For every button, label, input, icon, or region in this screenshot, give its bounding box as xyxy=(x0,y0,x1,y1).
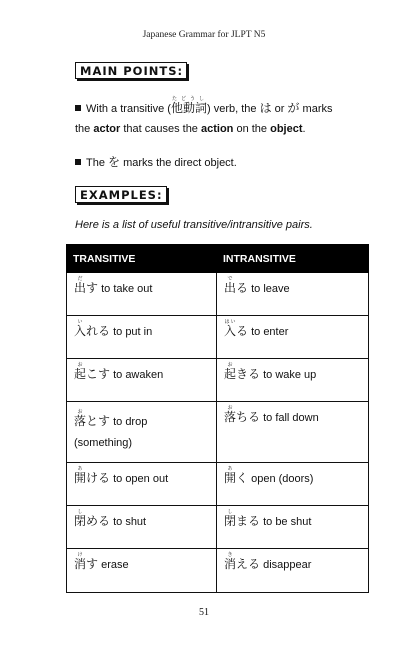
meaning: to be shut xyxy=(260,516,312,528)
text-span: ) verb, the xyxy=(206,103,260,115)
meaning: to leave xyxy=(248,283,290,295)
text-span: the xyxy=(75,123,94,135)
intransitive-cell xyxy=(217,506,369,549)
particle-ha: は xyxy=(259,101,272,115)
okurigana: す xyxy=(86,557,99,571)
okurigana: める xyxy=(86,514,111,528)
table-row xyxy=(67,506,369,549)
verb-pairs-table xyxy=(66,244,369,593)
kanji: 落 xyxy=(224,410,237,424)
transitive-cell xyxy=(67,402,217,463)
bullet-square-icon xyxy=(75,105,81,111)
transitive-cell xyxy=(67,549,217,593)
furigana: い xyxy=(74,319,87,325)
furigana: で xyxy=(224,276,237,282)
furigana: お xyxy=(74,409,87,415)
meaning: to put in xyxy=(110,326,153,338)
term-object: object xyxy=(270,123,303,135)
furigana: し xyxy=(74,509,87,515)
kanji: 消 xyxy=(74,557,87,571)
table-row xyxy=(67,316,369,359)
kanji: 消 xyxy=(224,557,237,571)
kanji: 入 xyxy=(224,324,237,338)
term-action: action xyxy=(200,123,234,135)
kanji: 入 xyxy=(74,324,87,338)
table-header-row xyxy=(67,245,369,273)
table-row xyxy=(67,402,369,463)
okurigana: きる xyxy=(236,367,261,381)
furigana: き xyxy=(224,552,237,558)
transitive-cell xyxy=(67,359,217,402)
okurigana: く xyxy=(236,471,249,485)
furigana: し xyxy=(224,509,237,515)
meaning-continued: (something) xyxy=(74,437,133,449)
furigana: け xyxy=(74,552,87,558)
okurigana: す xyxy=(86,281,99,295)
furigana: お xyxy=(224,405,237,411)
furigana: お xyxy=(224,362,237,368)
main-point-1 xyxy=(75,96,375,136)
meaning: to enter xyxy=(248,326,289,338)
term-actor: actor xyxy=(93,123,121,135)
text-span: With a transitive ( xyxy=(86,103,171,115)
meaning: to fall down xyxy=(260,412,319,424)
meaning: open (doors) xyxy=(248,473,314,485)
kanji-text: 他動詞 xyxy=(170,101,207,115)
meaning: erase xyxy=(98,559,129,571)
meaning: to shut xyxy=(110,516,147,528)
particle-wo: を xyxy=(108,155,121,169)
meaning: disappear xyxy=(260,559,312,571)
furigana: あ xyxy=(74,466,87,472)
running-header: Japanese Grammar for JLPT N5 xyxy=(142,30,266,40)
okurigana: こす xyxy=(86,367,111,381)
okurigana: まる xyxy=(236,514,261,528)
table-row xyxy=(67,273,369,316)
intransitive-cell xyxy=(217,463,369,506)
furigana: お xyxy=(74,362,87,368)
okurigana: とす xyxy=(86,414,111,428)
intransitive-cell xyxy=(217,549,369,593)
okurigana: る xyxy=(236,324,249,338)
transitive-cell xyxy=(67,463,217,506)
table-row xyxy=(67,549,369,593)
text-span: that causes the xyxy=(120,123,201,135)
kanji: 起 xyxy=(224,367,237,381)
intransitive-cell xyxy=(217,359,369,402)
okurigana: れる xyxy=(86,324,111,338)
meaning: to wake up xyxy=(260,369,317,381)
table-row xyxy=(67,359,369,402)
furigana: あ xyxy=(224,466,237,472)
text-span: or xyxy=(271,103,288,115)
okurigana: ちる xyxy=(236,410,261,424)
kanji: 出 xyxy=(224,281,237,295)
kanji: 落 xyxy=(74,414,87,428)
examples-intro: Here is a list of useful transitive/intransitive pairs. xyxy=(75,219,313,231)
furigana: はい xyxy=(224,319,237,325)
meaning: to take out xyxy=(98,283,153,295)
intransitive-cell xyxy=(217,273,369,316)
column-header-intransitive: INTRANSITIVE xyxy=(217,245,369,273)
okurigana: える xyxy=(236,557,261,571)
main-points-heading: MAIN POINTS: xyxy=(75,62,187,79)
meaning: to awaken xyxy=(110,369,164,381)
kanji: 起 xyxy=(74,367,87,381)
transitive-cell xyxy=(67,273,217,316)
table-row xyxy=(67,463,369,506)
kanji-tadoushi xyxy=(170,96,207,115)
particle-ga: が xyxy=(287,101,300,115)
okurigana: る xyxy=(236,281,249,295)
bullet-square-icon xyxy=(75,159,81,165)
transitive-cell xyxy=(67,506,217,549)
column-header-transitive: TRANSITIVE xyxy=(67,245,217,273)
text-span: on the xyxy=(233,123,271,135)
kanji: 閉 xyxy=(224,514,237,528)
meaning: to open out xyxy=(110,473,169,485)
text-span: The xyxy=(86,157,109,169)
okurigana: ける xyxy=(86,471,111,485)
text-span: . xyxy=(302,123,306,135)
meaning: to drop xyxy=(110,416,148,428)
furigana: たどうし xyxy=(170,96,207,102)
text-span: marks the direct object. xyxy=(120,157,237,169)
examples-heading: EXAMPLES: xyxy=(75,186,167,203)
intransitive-cell xyxy=(217,316,369,359)
kanji: 開 xyxy=(74,471,87,485)
intransitive-cell xyxy=(217,402,369,463)
kanji: 閉 xyxy=(74,514,87,528)
page-number: 51 xyxy=(199,607,209,618)
kanji: 開 xyxy=(224,471,237,485)
main-point-2 xyxy=(75,155,375,170)
transitive-cell xyxy=(67,316,217,359)
kanji: 出 xyxy=(74,281,87,295)
text-span: marks xyxy=(299,103,333,115)
furigana: だ xyxy=(74,276,87,282)
